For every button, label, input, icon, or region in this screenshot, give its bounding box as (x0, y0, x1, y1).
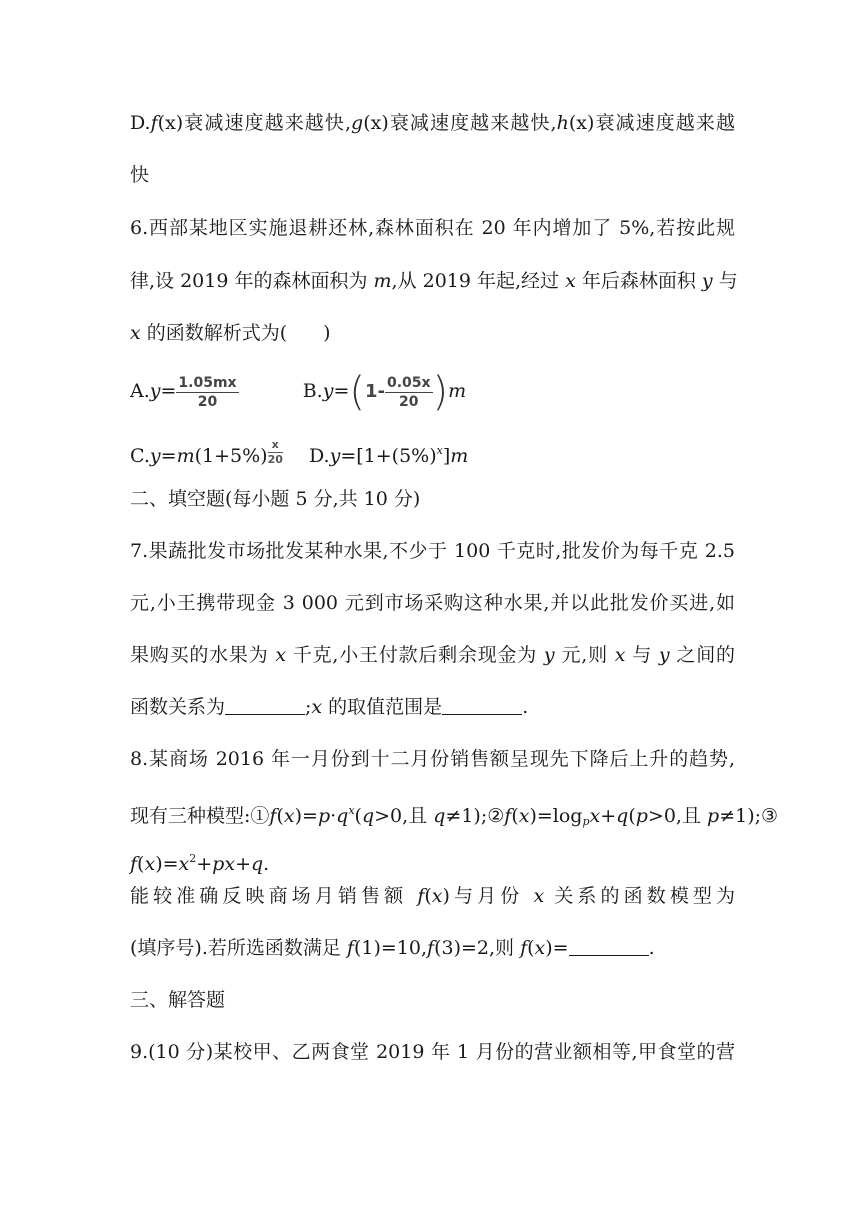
text-run: 的函数解析式为( (140, 322, 288, 344)
answer-blank[interactable] (442, 696, 522, 715)
superscript: x (436, 444, 443, 457)
text-run: . (648, 937, 655, 959)
superscript: x (348, 804, 355, 817)
text-run: 关系的函数模型为 (544, 885, 736, 907)
math-var: p (317, 805, 331, 827)
math-var: y (329, 445, 341, 467)
superscript: 2 (189, 852, 197, 865)
math-var: x (589, 805, 601, 827)
q8-line1: 8.某商场 2016 年一月份到十二月份销售额呈现先下降后上升的趋势, (130, 748, 735, 770)
math-var: g (351, 112, 364, 134)
q6-options-cd (130, 437, 735, 480)
math-var: h (556, 112, 569, 134)
text-run: 的取值范围是 (322, 696, 443, 718)
option-label: C. (130, 445, 150, 467)
math-var: x (283, 805, 295, 827)
q6-options-ab (130, 369, 735, 415)
fraction (385, 375, 433, 410)
section-2-heading: 二、填空题(每小题 5 分,共 10 分) (130, 488, 421, 510)
text-run: 元,则 (554, 644, 615, 666)
math-var: q (616, 805, 629, 827)
text-run: ,从 2019 年起,经过 (391, 270, 566, 292)
math-var: m (373, 270, 392, 292)
text-run: ; (305, 696, 312, 718)
q8-line3 (130, 845, 735, 878)
math-var: f (150, 112, 158, 134)
math-var: q (361, 805, 375, 827)
option-label: D. (308, 445, 330, 467)
math-var: p (635, 805, 648, 827)
math-op: = (160, 445, 177, 467)
text-run: 衰减速度越来越快, (183, 112, 352, 134)
text-run: 衰减速度越来越快, (388, 112, 557, 134)
text-run: 果购买的水果为 (130, 644, 276, 666)
math-var: f (504, 805, 512, 827)
math-arg: (x) (568, 112, 595, 134)
math-var: f (130, 853, 138, 875)
text-run: ≠1);② (445, 805, 505, 827)
math-term: 1- (364, 381, 385, 402)
text-run: )与月份 (442, 885, 534, 907)
math-var: x (178, 853, 190, 875)
math-var: f (269, 805, 277, 827)
text-run: 现有三种模型:① (130, 805, 270, 827)
text-run: ( (628, 805, 636, 827)
math-var: x (534, 937, 546, 959)
q6-line2 (130, 267, 738, 295)
fraction-numerator: 0.05x (386, 374, 431, 391)
text-run: (3)=2,则 (434, 937, 521, 959)
math-term: =[1+(5%) (340, 445, 437, 467)
math-var: x (614, 644, 626, 666)
text-run: 年后森林面积 (575, 270, 702, 292)
text-run: ) (323, 322, 331, 344)
text-run: 衰减速度越来越 (594, 112, 735, 134)
q5-option-d-line1 (130, 109, 735, 137)
math-var: f (427, 937, 435, 959)
math-var: x (130, 322, 141, 344)
fraction-bar (176, 392, 238, 393)
text-run: ( (276, 805, 284, 827)
math-arg: (x) (363, 112, 389, 134)
text-run: ( (137, 853, 145, 875)
text-run: · (330, 805, 337, 827)
fraction (176, 375, 238, 410)
q6-option-a (130, 374, 245, 410)
math-var: x (311, 696, 323, 718)
left-paren: ( (349, 369, 365, 415)
q9-line1: 9.(10 分)某校甲、乙两食堂 2019 年 1 月份的营业额相等,甲食堂的营 (130, 1041, 735, 1063)
text-run: ( (424, 885, 432, 907)
text-run: (1)=10, (353, 937, 428, 959)
math-term: (1+5%) (194, 445, 268, 467)
q7-line1: 7.果蔬批发市场批发某种水果,不少于 100 千克时,批发价为每千克 2.5 (130, 540, 735, 562)
q5-option-d-line2: 快 (130, 164, 150, 186)
math-var: px (212, 853, 236, 875)
fraction-denominator: 20 (197, 393, 218, 410)
q8-line2 (130, 797, 779, 836)
text-run: 与 (712, 270, 738, 292)
fraction-numerator: x (271, 438, 279, 451)
q8-line4 (130, 882, 735, 910)
text-run: ( (527, 937, 535, 959)
q6-line1: 6.西部某地区实施退耕还林,森林面积在 20 年内增加了 5%,若按此规 (130, 217, 735, 239)
math-var: x (565, 270, 576, 292)
math-var: f (520, 937, 528, 959)
math-term: ] (442, 445, 451, 467)
text-run: 律,设 2019 年的森林面积为 (130, 270, 374, 292)
fraction-bar (385, 392, 433, 393)
section-3-heading: 三、解答题 (130, 989, 226, 1011)
math-var: q (433, 805, 446, 827)
math-op: = (333, 380, 350, 402)
text-run: )= (294, 805, 318, 827)
text-run: >0,且 (647, 805, 708, 827)
q6-option-d (309, 445, 468, 467)
math-var: x (275, 644, 287, 666)
math-var: p (707, 805, 720, 827)
text-run: )=log (529, 805, 583, 827)
math-var: f (346, 937, 354, 959)
math-op: = (160, 380, 177, 402)
math-var: y (149, 380, 161, 402)
text-run: )= (545, 937, 569, 959)
answer-blank[interactable] (569, 937, 649, 956)
math-var: y (658, 644, 670, 666)
exponent-fraction (268, 439, 283, 466)
math-arg: (x) (157, 112, 184, 134)
fraction-denominator: 20 (399, 393, 419, 410)
text-run: )= (155, 853, 179, 875)
q6-option-b (302, 369, 467, 415)
fraction-denominator: 20 (267, 453, 283, 466)
option-label: A. (130, 380, 150, 402)
math-var: x (144, 853, 156, 875)
fraction-numerator: 1.05mx (178, 374, 237, 391)
math-var: x (518, 805, 530, 827)
math-var: m (448, 380, 467, 402)
text-run: 函数关系为 (130, 696, 226, 718)
text-run: + (600, 805, 617, 827)
text-run: (填序号).若所选函数满足 (130, 937, 347, 959)
math-var: q (336, 805, 349, 827)
text-run: 能较准确反映商场月销售额 (130, 885, 418, 907)
q8-line5 (130, 934, 735, 962)
q7-line4 (130, 693, 735, 721)
math-var: y (543, 644, 555, 666)
q6-line3 (130, 319, 735, 347)
text-run: ( (511, 805, 519, 827)
text-run: 与 (625, 644, 659, 666)
math-var: x (533, 885, 545, 907)
text-run: + (235, 853, 251, 875)
q6-option-c (130, 438, 289, 467)
answer-blank[interactable] (225, 696, 305, 715)
text-run: ( (354, 805, 362, 827)
math-var: y (322, 380, 334, 402)
text-run: >0,且 (374, 805, 434, 827)
math-var: m (176, 445, 195, 467)
text-run: 千克,小王付款后剩余现金为 (286, 644, 544, 666)
right-paren: ) (432, 369, 449, 415)
subscript: p (582, 815, 590, 828)
text-run: + (196, 853, 213, 875)
math-var: y (149, 445, 161, 467)
math-var: f (417, 885, 425, 907)
math-var: y (701, 270, 713, 292)
option-label: D. (130, 112, 151, 134)
q7-line3 (130, 641, 735, 669)
text-run: ≠1);③ (719, 805, 779, 827)
option-label: B. (302, 380, 323, 402)
q7-line2: 元,小王携带现金 3 000 元到市场采购这种水果,并以此批发价买进,如 (130, 592, 735, 614)
math-var: m (450, 445, 469, 467)
text-run: . (263, 853, 270, 875)
text-run: . (522, 696, 529, 718)
math-var: q (250, 853, 264, 875)
text-run: 之间的 (669, 644, 735, 666)
math-var: x (431, 885, 443, 907)
